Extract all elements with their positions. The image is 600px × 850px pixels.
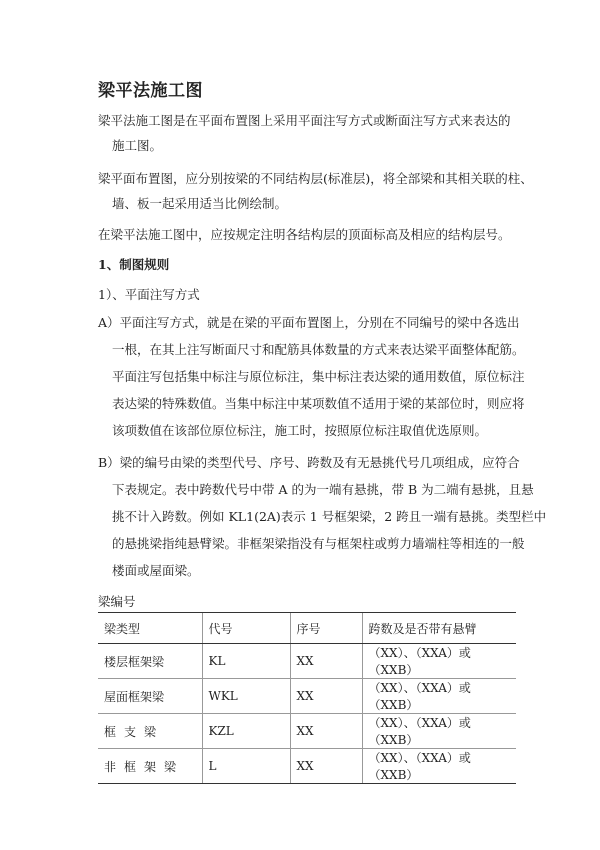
cell-serial: XX xyxy=(290,679,362,714)
cell-beam-type: 屋面框架梁 xyxy=(98,679,202,714)
item-a-line-1: A）平面注写方式，就是在梁的平面布置图上，分别在不同编号的梁中各选出 xyxy=(98,315,520,330)
header-serial: 序号 xyxy=(290,613,362,644)
table-row xyxy=(98,714,516,749)
subsection-heading: 1）、平面注写方式 xyxy=(98,287,200,302)
cell-beam-type: 框支梁 xyxy=(98,714,202,749)
cell-span: （XX）、（XXA）或（XXB） xyxy=(362,749,516,784)
paragraph-1-line-2: 施工图。 xyxy=(112,138,163,153)
table-caption: 梁编号 xyxy=(98,594,136,609)
header-span: 跨数及是否带有悬臂 xyxy=(362,613,516,644)
cell-span: （XX）、（XXA）或（XXB） xyxy=(362,644,516,679)
section-heading: 1、制图规则 xyxy=(98,257,170,272)
page-title: 梁平法施工图 xyxy=(98,81,203,101)
item-a-line-5: 该项数值在该部位原位标注，施工时，按照原位标注取值优选原则。 xyxy=(112,423,488,438)
cell-code: L xyxy=(202,749,290,784)
cell-code: KL xyxy=(202,644,290,679)
item-b-line-4: 的悬挑梁指纯悬臂梁。非框架梁指没有与框架柱或剪力墙端柱等相连的一般 xyxy=(112,536,525,551)
item-b-line-2: 下表规定。表中跨数代号中带 A 的为一端有悬挑，带 B 为二端有悬挑，且悬 xyxy=(112,482,534,497)
header-beam-type: 梁类型 xyxy=(98,613,202,644)
item-b-line-1: B）梁的编号由梁的类型代号、序号、跨数及有无悬挑代号几项组成，应符合 xyxy=(98,455,520,470)
beam-number-table xyxy=(98,612,516,784)
paragraph-2-line-2: 墙、板一起采用适当比例绘制。 xyxy=(112,196,288,211)
table-header-row xyxy=(98,613,516,644)
cell-span: （XX）、（XXA）或（XXB） xyxy=(362,714,516,749)
paragraph-2-line-1: 梁平面布置图，应分别按梁的不同结构层(标准层)，将全部梁和其相关联的柱、 xyxy=(98,171,533,186)
item-b-line-3: 挑不计入跨数。例如 KL1(2A)表示 1 号框架梁，2 跨且一端有悬挑。类型栏中 xyxy=(112,509,547,524)
item-b-line-5: 楼面或屋面梁。 xyxy=(112,563,200,578)
cell-beam-type: 非框架梁 xyxy=(98,749,202,784)
table-row xyxy=(98,644,516,679)
item-a-line-3: 平面注写包括集中标注与原位标注，集中标注表达梁的通用数值，原位标注 xyxy=(112,369,525,384)
table-row xyxy=(98,679,516,714)
cell-span: （XX）、（XXA）或（XXB） xyxy=(362,679,516,714)
cell-serial: XX xyxy=(290,644,362,679)
item-a-line-4: 表达梁的特殊数值。当集中标注中某项数值不适用于梁的某部位时，则应将 xyxy=(112,396,525,411)
cell-serial: XX xyxy=(290,714,362,749)
cell-serial: XX xyxy=(290,749,362,784)
header-code: 代号 xyxy=(202,613,290,644)
table-row xyxy=(98,749,516,784)
paragraph-3-line-1: 在梁平法施工图中，应按规定注明各结构层的顶面标高及相应的结构层号。 xyxy=(98,227,511,242)
item-a-line-2: 一根，在其上注写断面尺寸和配筋具体数量的方式来表达梁平面整体配筋。 xyxy=(112,342,525,357)
cell-beam-type: 楼层框架梁 xyxy=(98,644,202,679)
cell-code: WKL xyxy=(202,679,290,714)
cell-code: KZL xyxy=(202,714,290,749)
paragraph-1-line-1: 梁平法施工图是在平面布置图上采用平面注写方式或断面注写方式来表达的 xyxy=(98,113,511,128)
